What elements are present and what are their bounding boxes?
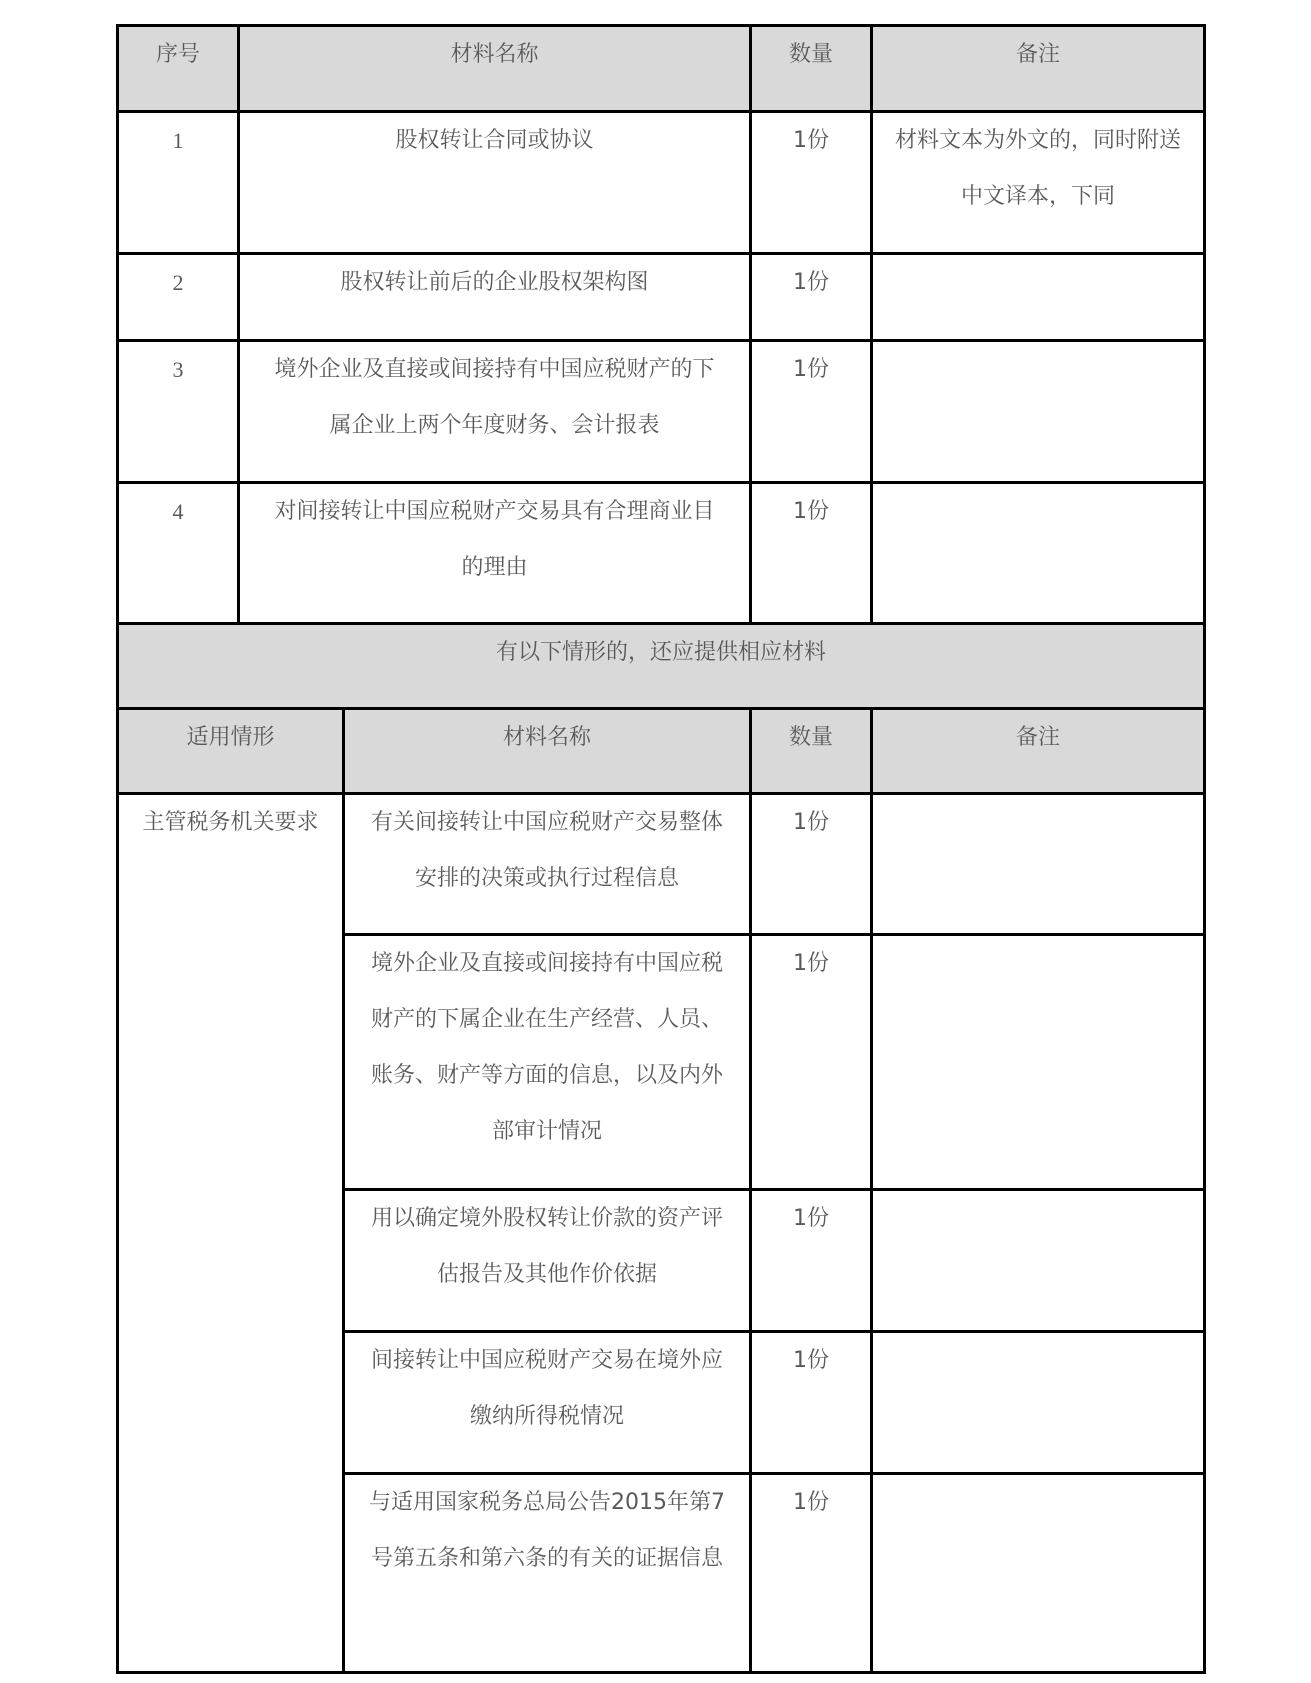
- row-remarks: [872, 1190, 1205, 1332]
- row-material-name: 境外企业及直接或间接持有中国应税财产的下属企业上两个年度财务、会计报表: [239, 341, 751, 483]
- table-row: [118, 794, 1205, 935]
- table-row: [118, 341, 1205, 483]
- row-material-name: 境外企业及直接或间接持有中国应税财产的下属企业在生产经营、人员、账务、财产等方面的信息，以及内外部审计情况: [344, 935, 751, 1190]
- table-row: [118, 254, 1205, 341]
- row-remarks: [872, 341, 1205, 483]
- row-quantity: 1份: [751, 254, 872, 341]
- condition-cell: 主管税务机关要求: [118, 794, 344, 1673]
- row-material-name: 对间接转让中国应税财产交易具有合理商业目的理由: [239, 483, 751, 624]
- row-material-name: 有关间接转让中国应税财产交易整体安排的决策或执行过程信息: [344, 794, 751, 935]
- section-title: 有以下情形的，还应提供相应材料: [118, 624, 1205, 709]
- header-remarks: 备注: [872, 26, 1205, 112]
- header-material-name: 材料名称: [239, 26, 751, 112]
- header-quantity: 数量: [751, 709, 872, 794]
- row-index: 1: [118, 112, 239, 254]
- main-header-row: [118, 26, 1205, 112]
- additional-header-row: [118, 709, 1205, 794]
- row-quantity: 1份: [751, 1474, 872, 1673]
- row-material-name: 股权转让合同或协议: [239, 112, 751, 254]
- row-quantity: 1份: [751, 1190, 872, 1332]
- row-material-name: 用以确定境外股权转让价款的资产评估报告及其他作价依据: [344, 1190, 751, 1332]
- row-material-name: 股权转让前后的企业股权架构图: [239, 254, 751, 341]
- row-remarks: [872, 1474, 1205, 1673]
- row-quantity: 1份: [751, 794, 872, 935]
- row-index: 2: [118, 254, 239, 341]
- row-quantity: 1份: [751, 483, 872, 624]
- row-remarks: [872, 483, 1205, 624]
- row-quantity: 1份: [751, 341, 872, 483]
- section-title-row: [118, 624, 1205, 709]
- row-quantity: 1份: [751, 112, 872, 254]
- row-remarks: [872, 794, 1205, 935]
- row-remarks: [872, 254, 1205, 341]
- header-remarks: 备注: [872, 709, 1205, 794]
- row-remarks: [872, 935, 1205, 1190]
- row-index: 4: [118, 483, 239, 624]
- table-row: [118, 112, 1205, 254]
- row-material-name: 与适用国家税务总局公告2015年第7号第五条和第六条的有关的证据信息: [344, 1474, 751, 1673]
- row-quantity: 1份: [751, 935, 872, 1190]
- row-remarks: 材料文本为外文的，同时附送中文译本，下同: [872, 112, 1205, 254]
- row-material-name: 间接转让中国应税财产交易在境外应缴纳所得税情况: [344, 1332, 751, 1474]
- header-quantity: 数量: [751, 26, 872, 112]
- header-index: 序号: [118, 26, 239, 112]
- materials-table: [116, 24, 1206, 1674]
- header-material-name: 材料名称: [344, 709, 751, 794]
- row-index: 3: [118, 341, 239, 483]
- row-remarks: [872, 1332, 1205, 1474]
- row-quantity: 1份: [751, 1332, 872, 1474]
- header-condition: 适用情形: [118, 709, 344, 794]
- table-row: [118, 483, 1205, 624]
